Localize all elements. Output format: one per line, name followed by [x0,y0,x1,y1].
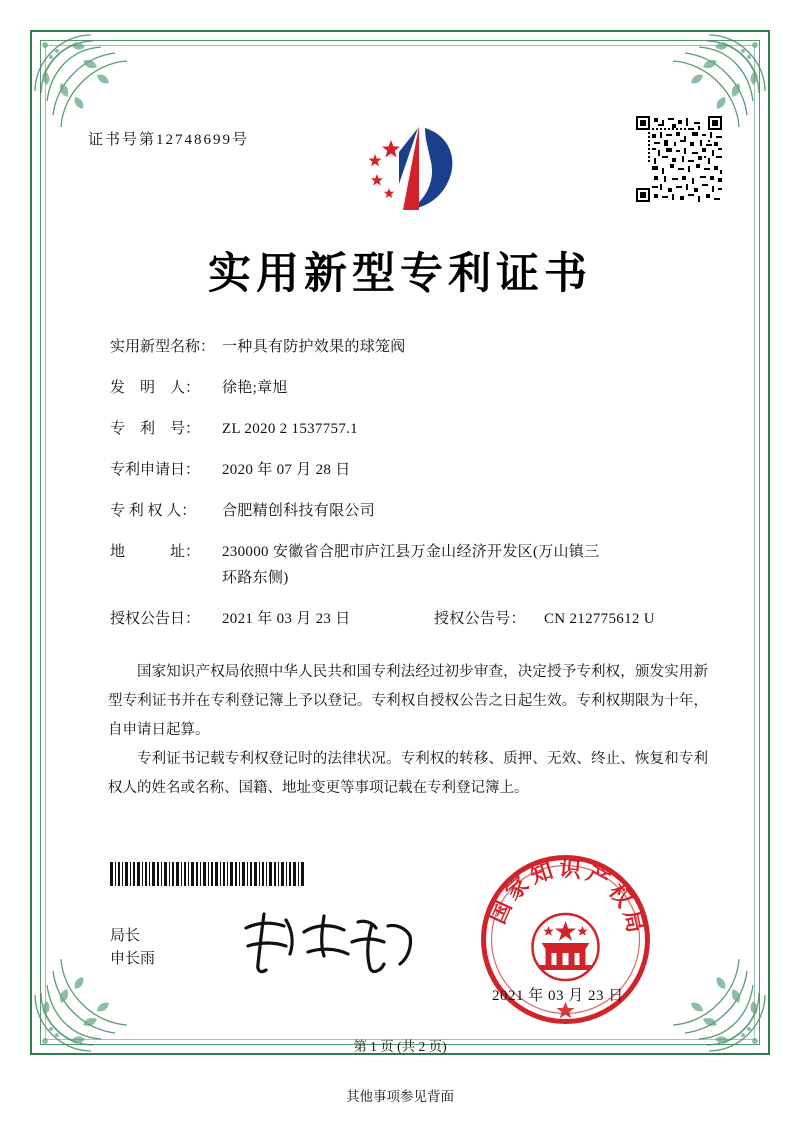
label-patent-number: 专 利 号： [110,421,201,437]
paragraph-1: 国家知识产权局依照中华人民共和国专利法经过初步审查，决定授予专利权，颁发实用新型专利证书并在专利登记簿上予以登记。专利权自授权公告之日起生效。专利权期限为十年，自申请日起算。 [108,664,708,738]
label-grant-date: 授权公告日： [110,611,201,627]
value-address-line1: 230000 安徽省合肥市庐江县万金山经济开发区(万山镇三 [222,544,600,560]
field-row-inventor [110,379,710,397]
value-inventor: 徐艳;章旭 [222,380,288,396]
value-address [222,543,710,587]
certificate-number: 证书号第12748699号 [88,132,250,148]
label-application-date: 专利申请日： [110,462,201,478]
svg-text:国家知识产权局: 国家知识产权局 [484,855,650,940]
label-inventor: 发 明 人： [110,380,201,396]
value-grant-date: 2021 年 03 月 23 日 [222,611,351,627]
legal-text [108,658,708,803]
value-application-date: 2020 年 07 月 28 日 [222,462,351,478]
footnote: 其他事项参见背面 [346,1089,454,1104]
label-address: 地 址： [110,544,201,560]
field-row-grant [110,610,710,628]
barcode [110,862,306,886]
value-patent-number: ZL 2020 2 1537757.1 [222,421,358,437]
page-number: 第 1 页 (共 2 页) [353,1039,447,1054]
value-address-line2: 环路东侧) [222,570,289,586]
paragraph-2: 专利证书记载专利权登记时的法律状况。专利权的转移、质押、无效、终止、恢复和专利权人的姓名或名称、国籍、地址变更等事项记载在专利登记簿上。 [108,751,708,796]
label-utility-model-name: 实用新型名称： [110,339,216,355]
director-title: 局长 [110,928,141,944]
field-row-utility-model-name [110,338,710,356]
grant-values [222,610,710,628]
page-title: 实用新型专利证书 [208,249,592,299]
field-row-patentee [110,502,710,520]
cnipa-logo [355,112,465,222]
field-row-address [110,543,710,587]
label-patentee: 专 利 权 人： [110,503,197,519]
value-grant-number: CN 212775612 U [544,611,655,627]
director-name: 申长雨 [110,951,156,968]
signature-block [110,925,155,972]
qr-code [636,116,722,202]
value-utility-model-name: 一种具有防护效果的球笼阀 [222,339,406,355]
value-patentee: 合肥精创科技有限公司 [222,503,376,519]
handwritten-signature [238,906,418,980]
seal-date: 2021 年 03 月 23 日 [492,988,624,1004]
label-grant-number: 授权公告号： [434,611,526,627]
field-row-application-date [110,461,710,479]
field-row-patent-number [110,420,710,438]
field-list [110,338,710,651]
